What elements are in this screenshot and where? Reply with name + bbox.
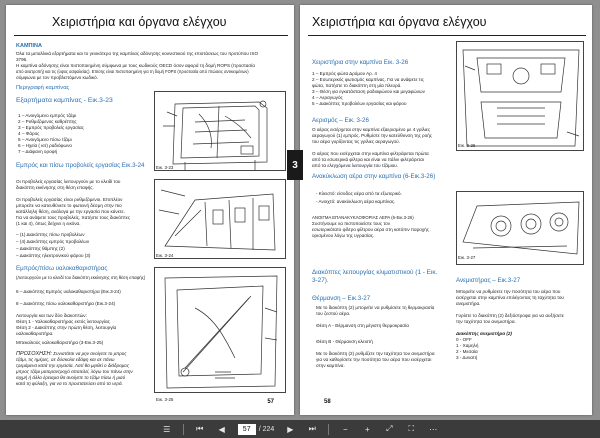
heating-line: στην καμπίνα. [316, 363, 345, 368]
vent-heading: Αερισμός – Εικ. 3-26 [312, 117, 369, 124]
heating-line: Με το διακόπτη (2) ρυθμίζετε την ταχύτητα του ανεμιστήρα [316, 351, 435, 356]
zoom-out-icon[interactable]: − [342, 424, 348, 434]
page-number: 58 [324, 399, 331, 405]
figure-cab-exterior [154, 91, 286, 171]
vent-line: Ο αέρας εισέρχεται στην καμπίνα εξαερισμένο με 4 γρίλιες [312, 127, 431, 132]
accessories-heading: Εξαρτήματα καμπίνας - Εικ.3-23 [16, 97, 113, 104]
title-rule [308, 35, 586, 36]
figure-caption: Εικ. 3-23 [156, 165, 174, 170]
lights-line: Οι προβολείς εργασίας λειτουργούν με το κλειδί του [16, 179, 121, 184]
zoom-in-icon[interactable]: + [364, 424, 370, 434]
vent-line: αεραγωγού (1) εμπρός. Ρυθμίστε την κατεύθυνση της ροής [312, 133, 432, 138]
current-page-input[interactable]: 57 [238, 424, 256, 435]
figure-wiper [154, 267, 286, 393]
fan-speed: 0 - OFF [456, 337, 472, 342]
intro-line: Η καμπίνα αδόνησης είναι πιστοποιημένη σύμφωνα με τους κωδικούς OECD όσον αφορά τη δομή ROPS (προστασία [16, 63, 255, 68]
roof-item: 5 – Διακόπτες προβολέων εργασίας και φάρου [312, 101, 407, 106]
lights-line: κατάλληλη θέση, ανάλογα με την εργασία που κάνετε. [16, 209, 125, 214]
lights-line: μπορείτε να κατευθύνετε το φωτεινή δέσμη στην πιο [16, 203, 122, 208]
fan-speed: 2 - Μεσαία [456, 349, 478, 354]
lights-line: διακόπτη εκκίνησης στη θέση επαφής. [16, 185, 94, 190]
figure-caption: Εικ. 3-26 [458, 143, 476, 148]
page-number: 57 [267, 399, 274, 405]
warning-line: αιχμή ή άλλο έρεισμα θα ανοίγετε το τζάμι πίσω ή μισό [16, 375, 126, 380]
figure-caption: Εικ. 3-25 [156, 397, 174, 402]
vent-line: του αέρα γυρίζοντας τις γρίλιες αεραγωγού. [312, 139, 400, 144]
left-page [6, 5, 294, 415]
roof-item: 4 – Αεραγωγός [312, 95, 343, 100]
lights-line: (1 και 4), όπως δείχνει η εικόνα. [16, 221, 81, 226]
figure-light-switches [154, 179, 286, 259]
fullscreen-icon[interactable]: ⛶ [408, 424, 415, 433]
wiper-pos: Θέση 1 - Υαλοκαθαριστήρας εκτός λειτουργίας [16, 319, 110, 324]
fan-line: Μπορείτε να ρυθμίσετε την ποσότητα του αέρα που [456, 289, 561, 294]
climate-panel-illustration [457, 192, 585, 266]
ac-note-line: εσωτερικότατο φίλτρο φίλτρου αέρα στη κατόπιν παροχής [312, 227, 429, 232]
total-pages: / 224 [258, 425, 275, 433]
ac-heading: Ανακύκλωση αέρα στην καμπίνα (6-Εικ.3-26) [312, 173, 436, 180]
fan-line: την ταχύτητα του ανεμιστήρα. [456, 319, 516, 324]
chapter-tab: 3 [287, 150, 303, 180]
toolbar-separator [328, 424, 329, 435]
roof-illustration [457, 42, 585, 152]
switch-item: – (1) Διακόπτης πίσω προβολέων [16, 232, 85, 237]
fan-line: ανεμιστήρα. [456, 301, 481, 306]
warning-line: ΠΡΟΣΟΧΗΣΗ: Συνιστάται να μην ανοίγετε το μπρος [16, 351, 127, 357]
wiper-pos: Λειτουργία και των δύο διακοπτών: [16, 313, 87, 318]
fan-speed: 1 - Χαμηλή [456, 343, 479, 348]
toolbar-separator [183, 424, 184, 435]
cab-illustration [155, 92, 287, 172]
sidebar-toggle-icon[interactable]: ☰ [163, 424, 171, 434]
roof-item: 1 – Εμπρός φώτα Δρόμου Αρ. 4 [312, 71, 377, 76]
figure-caption: Εικ. 3-24 [156, 253, 174, 258]
page-indicator [238, 424, 275, 435]
overview-heading: Περιγραφή καμπίνας [16, 85, 70, 91]
warning-line: κατά τη φύλαξη, για να το προστατεύσει από τα νερά. [16, 381, 123, 386]
wiper-pos: υαλοκαθαριστήρα. [16, 331, 54, 336]
fan-speed: 3 - Δυνατή [456, 355, 478, 360]
figure-climate-panel [456, 191, 584, 265]
intro-line: από ανατροπή) και τις (ύψος ασφαλείας). Επίσης είναι πιστοποιημένη για τη δομή FOPS (προστασία από πτώσεις αντικειμένων) [16, 69, 249, 74]
page-title: Χειριστήρια και όργανα ελέγχου [312, 15, 487, 29]
washer-line: Μπεκαλιούς υαλοκαθαριστήρα (3-Εικ.3-25) [16, 340, 104, 345]
wiper-pos: Θέση 2 - Διακόπτης στην πρώτη θέση, λειτουργία [16, 325, 117, 330]
fit-page-icon[interactable]: ⤢ [386, 424, 393, 433]
last-page-icon[interactable]: ⏭ [308, 424, 316, 433]
accessory-item: 2 – Ρυθμιζόμενος καθρέπτης [18, 119, 77, 124]
accessory-item: 1 – Ανοιγόμενο εμπρός τζάμι [18, 113, 77, 118]
switch-item: – Διακόπτης θάμπης (2) [16, 246, 65, 251]
heating-line: Με το διακόπτη (2) μπορείτε να ρυθμίσετε τη θερμοκρασία [316, 305, 435, 310]
intro-line: σύμφωνα με τον προβλεπόμενο κωδικό. [16, 75, 98, 80]
heating-pos: Θέση Α - Θέρμανση στη μέγιστη θερμοκρασία [316, 323, 409, 328]
fan-heading: Ανεμιστήρας – Εικ.3-27 [456, 277, 521, 284]
switch-panel-illustration [155, 180, 287, 260]
roof-item: 3 – Θέση για εγκατάσταση ραδιοφώνου και μεγαφώνων [312, 89, 425, 94]
warning-line: μπρος τζάμι μοτοραντροχό αποτελεί, λόγω του πάνω στην [16, 369, 133, 374]
vent-line: από τα εσωτερικά φίλτρα και είναι να πάλιν φιλτράρεται [312, 157, 424, 162]
accessory-item: 3 – Εμπρός προβολείς εργασίας [18, 125, 84, 130]
switch-item: – (4) Διακόπτης εμπρός προβολέων [16, 239, 90, 244]
wipers-sub: (Λειτουργούν με το κλειδί του διακόπτη εκκίνησης στη θέση επαφής) [16, 275, 146, 280]
fan-line: εισέρχεται στην καμπίνα επιλέγοντας τη ταχύτητα του [456, 295, 564, 300]
fan-speeds-heading: Διακόπτης ανεμιστήρα (2) [456, 331, 512, 336]
intro-line: 3796. [16, 57, 28, 62]
climate-heading: Διακόπτες λειτουργίας κλιματιστικού (1 - Εικ. 3-27). [312, 269, 438, 284]
wipers-heading: Εμπρός/πίσω υαλοκαθαριστήρας [16, 265, 108, 272]
section-title: ΚΑΜΠΙΝΑ [16, 43, 42, 49]
right-page [300, 5, 592, 415]
first-page-icon[interactable]: ⏮ [196, 424, 204, 433]
roof-item: 2 – Εσωτερικός φωτισμός καμπίνας. Για να ανάψετε τις [312, 77, 424, 82]
intro-line: Όλα τα μεταλλικά εξαρτήματα και το γενικότερο της καμπίνας αδόνησης κουνιστικού της επιστάσεως του προτύπου ISO [16, 51, 259, 56]
heating-pos: Θέση Β - Θέρμανση κλειστή [316, 339, 373, 344]
wiper-item: 8 – Διακόπτης πίσω υαλοκαθαριστήρα (Εικ.3-24) [16, 301, 116, 306]
figure-caption: Εικ. 3-27 [458, 255, 476, 260]
heating-line: για να καθορίσετε την ποσότητα του αέρα που εισέρχεται [316, 357, 432, 362]
accessory-item: 7 – Διάφανη οροφή [18, 149, 58, 154]
ac-note-line: ορισμένου λόγω της υγρασίας. [312, 233, 375, 238]
previous-page-icon[interactable]: ◀ [218, 424, 225, 434]
warning-line: τζάμι, τις ημέρες, σε δύσκολα εδάφη και σε πάνω [16, 357, 115, 362]
page-title: Χειριστήρια και όργανα ελέγχου [52, 15, 227, 29]
accessory-item: 4 – Φάρος [18, 131, 40, 136]
lights-line: Για να ανάψετε τους προβολείς, πατήστε τους διακόπτες [16, 215, 131, 220]
ac-item: - Κλειστό: είσοδος αέρα από τα εξωτερικό. [316, 191, 402, 196]
ac-note: ΑΝΟΙΓΜΑ ΕΠΑΝΑΚΥΚΛΟΦΟΡΙΑΣ ΑΕΡΑ (6-Εικ.3-26) [312, 215, 414, 220]
lights-heading: Εμπρός και πίσω προβολείς εργασίας Εικ.3-24 [16, 162, 145, 169]
ac-item: - Ανοιχτό: ανακύκλωση αέρα καμπίνας. [316, 199, 396, 204]
fan-line: Γυρίστε το διακόπτη (2) δεξιόστροφα για να αυξήσετε [456, 313, 564, 318]
switch-item: – Διακόπτης ηλεκτρονικού φάρου (3) [16, 253, 91, 258]
vent-line: από τα ελεγχόμενα λειτουργία του τζάμιου. [312, 163, 399, 168]
lights-line: Οι προβολείς εργασίας είναι ρυθμιζόμενοι. Επιπλέον [16, 197, 123, 202]
accessory-item: 6 – Ηχεία ( κιτ) ραδιόφωνο [18, 143, 72, 148]
warning-line: τρεμάμενα κατά την εργασία. Λατί θα μιρθεί ο διάδρομος [16, 363, 130, 368]
heating-line: του ζεστού αέρα. [316, 311, 351, 316]
vent-line: Ο αέρας που εισέρχεται στην καμπίνα φιλτράρεται πρώτα [312, 151, 429, 156]
accessory-item: 5 – Ανοιγόμενο πίσω τζάμι [18, 137, 72, 142]
title-rule [14, 35, 288, 36]
wiper-illustration [155, 268, 287, 394]
ac-note-line: Συστήνουμε να πιστοποιείστε τους τον [312, 221, 391, 226]
more-options-icon[interactable]: ⋯ [429, 424, 438, 434]
viewer-toolbar [0, 420, 600, 438]
roof-heading: Χειριστήρια στην καμπίνα Εικ. 3-26 [312, 59, 409, 66]
heating-heading: Θέρμανση – Εικ.3-27 [312, 295, 371, 302]
roof-item: φώτα, πατήστε το διακόπτη στη μία πλευρά. [312, 83, 402, 88]
figure-roof-controls [456, 41, 584, 151]
next-page-icon[interactable]: ▶ [287, 424, 294, 434]
wiper-item: 6 – Διακόπτης Εμπρός υαλοκαθαριστήρα (Εικ.3-24) [16, 289, 121, 294]
